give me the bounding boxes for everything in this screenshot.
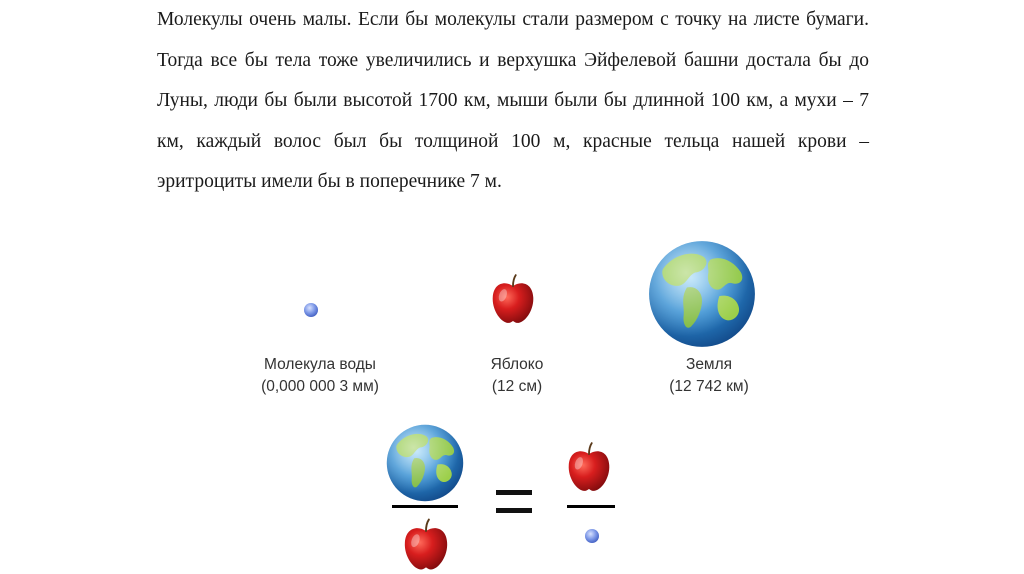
earth-caption: [599, 354, 819, 398]
earth-size: (12 742 км): [669, 378, 749, 395]
fraction-bar-left: [392, 505, 458, 508]
apple-name: Яблоко: [490, 356, 544, 373]
intro-paragraph: Молекулы очень малы. Если бы молекулы стали размером с точку на листе бумаги. Тогда все бы тела тоже увеличились и верхушка Эйфелевой башни достала бы до Луны, люди бы были высотой 1700 км, мыши были бы длинной 100 км, а мухи – 7 км, каждый волос был бы толщиной 100 м, красные тельца нашей крови – эритроциты имели бы в поперечнике 7 м.: [157, 9, 869, 192]
apple-caption: [407, 354, 627, 398]
earth-globe-icon: [648, 240, 756, 348]
water-molecule-icon: [584, 528, 600, 544]
molecule-caption: [210, 354, 430, 398]
equals-sign-icon: [496, 488, 532, 518]
molecule-name: Молекула воды: [264, 356, 376, 373]
water-molecule-icon: [303, 302, 319, 318]
apple-icon: [402, 517, 450, 572]
earth-name: Земля: [685, 356, 733, 373]
fraction-bar-right: [567, 505, 615, 508]
apple-icon: [566, 440, 612, 494]
apple-icon: [490, 272, 536, 326]
apple-size: (12 см): [491, 378, 543, 395]
earth-globe-icon: [386, 424, 464, 502]
molecule-size: (0,000 000 3 мм): [261, 378, 379, 395]
